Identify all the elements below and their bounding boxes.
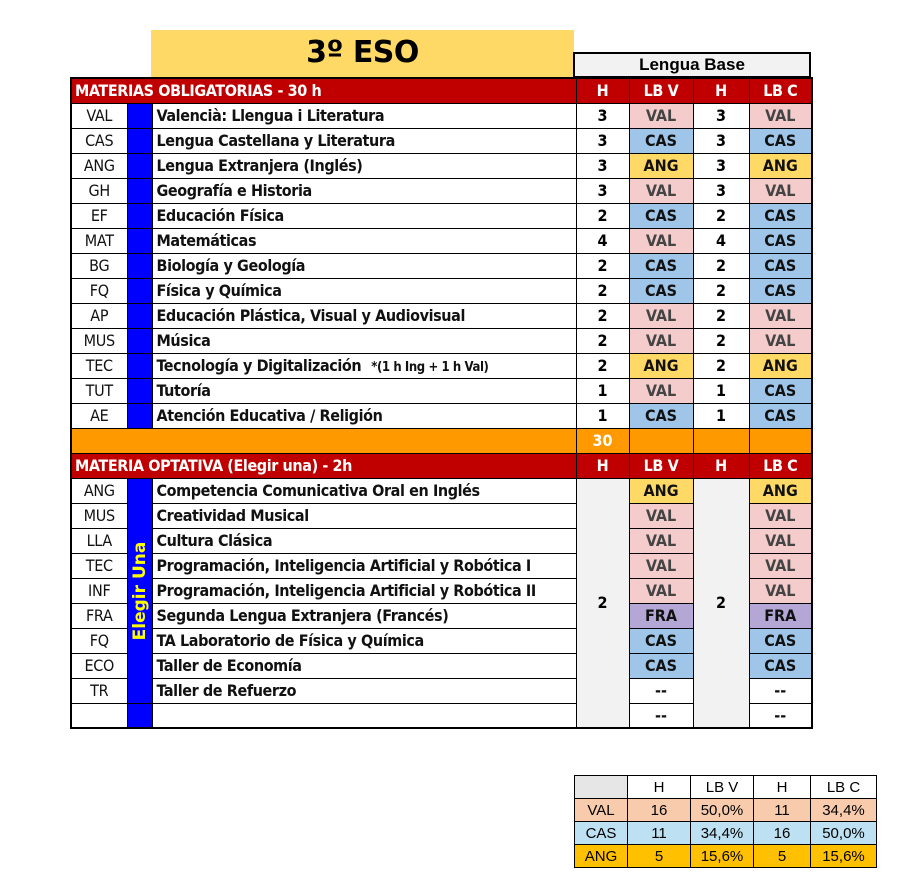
blue-marker — [127, 278, 152, 303]
lang-lb-v: -- — [629, 678, 693, 703]
summary-row — [575, 799, 877, 822]
subject-name: Taller de Refuerzo — [152, 678, 576, 703]
total-hours: 30 — [576, 428, 629, 453]
subject-name — [152, 328, 576, 353]
subject-name-text: Lengua Castellana y Literatura — [156, 131, 395, 150]
blue-marker — [127, 178, 152, 203]
lang-lb-c: CAS — [749, 203, 812, 228]
total-empty — [749, 428, 812, 453]
table-row — [71, 228, 812, 253]
subject-name-text: Tutoría — [156, 381, 211, 400]
lang-lb-c: FRA — [749, 603, 812, 628]
lang-lb-c: ANG — [749, 153, 812, 178]
lang-lb-c: VAL — [749, 578, 812, 603]
table-row — [71, 378, 812, 403]
summary-row — [575, 822, 877, 845]
elegir-una-label: Elegir Una — [129, 541, 150, 640]
hours-lb-v: 3 — [576, 103, 629, 128]
subject-code: AP — [71, 303, 127, 328]
summary-col-header: LB C — [811, 776, 877, 799]
subject-code: TUT — [71, 378, 127, 403]
subject-code — [71, 703, 127, 728]
hours-lb-v: 1 — [576, 378, 629, 403]
lang-lb-v: VAL — [629, 328, 693, 353]
lengua-base-header: Lengua Base — [573, 52, 811, 77]
table-row — [71, 153, 812, 178]
hours-lb-v: 2 — [576, 253, 629, 278]
subject-name — [152, 153, 576, 178]
blue-marker — [127, 703, 152, 728]
hours-lb-c: 2 — [693, 203, 749, 228]
hours-lb-c: 2 — [693, 303, 749, 328]
hours-lb-v: 2 — [576, 278, 629, 303]
summary-col-header: H — [628, 776, 691, 799]
summary-lang: CAS — [575, 822, 628, 845]
col-lb-c: LB C — [749, 453, 812, 478]
hours-lb-v: 2 — [576, 328, 629, 353]
hours-lb-c: 2 — [693, 253, 749, 278]
subject-name-text: Geografía e Historia — [156, 181, 312, 200]
col-lb-v: LB V — [629, 78, 693, 103]
hours-lb-c: 4 — [693, 228, 749, 253]
subject-name — [152, 253, 576, 278]
subject-name — [152, 278, 576, 303]
subject-name: Taller de Economía — [152, 653, 576, 678]
lang-lb-v: CAS — [629, 253, 693, 278]
hours-lb-c: 3 — [693, 128, 749, 153]
col-lb-v: LB V — [629, 453, 693, 478]
lang-lb-c: VAL — [749, 303, 812, 328]
subject-name-text: Tecnología y Digitalización — [156, 356, 362, 375]
col-lb-c: LB C — [749, 78, 812, 103]
lang-lb-c: CAS — [749, 128, 812, 153]
hours-lb-c: 2 — [693, 278, 749, 303]
table-row — [71, 478, 812, 503]
lang-lb-v: VAL — [629, 503, 693, 528]
lang-lb-c: ANG — [749, 478, 812, 503]
lang-lb-c: VAL — [749, 103, 812, 128]
subject-name: Competencia Comunicativa Oral en Inglés — [152, 478, 576, 503]
obligatorias-title: MATERIAS OBLIGATORIAS - 30 h — [71, 78, 576, 103]
subject-code: CAS — [71, 128, 127, 153]
subject-name-text: Valencià: Llengua i Literatura — [156, 106, 385, 125]
summary-pct-c: 50,0% — [811, 822, 877, 845]
lang-lb-v: VAL — [629, 378, 693, 403]
subject-name: Programación, Inteligencia Artificial y Robótica I — [152, 553, 576, 578]
blue-marker — [127, 303, 152, 328]
blue-marker — [127, 153, 152, 178]
hours-lb-v: 4 — [576, 228, 629, 253]
subject-name: Creatividad Musical — [152, 503, 576, 528]
table-row — [71, 203, 812, 228]
subject-name: Cultura Clásica — [152, 528, 576, 553]
col-h-c: H — [693, 78, 749, 103]
optativa-hours-lb-c: 2 — [693, 478, 749, 728]
subjects-table — [70, 77, 813, 729]
total-row — [71, 428, 812, 453]
lang-lb-v: CAS — [629, 278, 693, 303]
lang-lb-v: CAS — [629, 653, 693, 678]
hours-lb-c: 1 — [693, 378, 749, 403]
table-row — [71, 328, 812, 353]
hours-lb-c: 3 — [693, 153, 749, 178]
subject-name-text: Matemáticas — [156, 231, 257, 250]
hours-lb-c: 3 — [693, 103, 749, 128]
subject-note: *(1 h Ing + 1 h Val) — [371, 360, 489, 375]
summary-pct-c: 15,6% — [811, 845, 877, 868]
blue-marker — [127, 103, 152, 128]
subject-code: INF — [71, 578, 127, 603]
hours-lb-c: 2 — [693, 328, 749, 353]
subject-code: TEC — [71, 353, 127, 378]
optativa-hours-lb-v: 2 — [576, 478, 629, 728]
total-empty — [693, 428, 749, 453]
subject-name — [152, 228, 576, 253]
lang-lb-v: ANG — [629, 478, 693, 503]
blue-marker — [127, 203, 152, 228]
table-row — [71, 253, 812, 278]
blue-marker — [127, 378, 152, 403]
summary-lang: VAL — [575, 799, 628, 822]
summary-table — [574, 775, 877, 868]
lang-lb-v: CAS — [629, 628, 693, 653]
blue-marker — [127, 353, 152, 378]
subject-name-text: Atención Educativa / Religión — [156, 406, 383, 425]
summary-h-c: 5 — [754, 845, 811, 868]
subject-code: TEC — [71, 553, 127, 578]
lang-lb-c: VAL — [749, 503, 812, 528]
blue-marker — [127, 128, 152, 153]
summary-h-c: 16 — [754, 822, 811, 845]
subject-name-text: Educación Plástica, Visual y Audiovisual — [156, 306, 465, 325]
lang-lb-v: VAL — [629, 528, 693, 553]
summary-pct-v: 50,0% — [691, 799, 754, 822]
lang-lb-c: CAS — [749, 403, 812, 428]
table-row — [71, 353, 812, 378]
lang-lb-v: CAS — [629, 203, 693, 228]
total-empty — [629, 428, 693, 453]
subject-code: TR — [71, 678, 127, 703]
lang-lb-v: -- — [629, 703, 693, 728]
subject-code: FRA — [71, 603, 127, 628]
blue-marker — [127, 328, 152, 353]
blue-marker — [127, 403, 152, 428]
lang-lb-v: VAL — [629, 303, 693, 328]
lang-lb-c: CAS — [749, 378, 812, 403]
summary-row — [575, 845, 877, 868]
lang-lb-v: VAL — [629, 553, 693, 578]
summary-header-row — [575, 776, 877, 799]
hours-lb-c: 2 — [693, 353, 749, 378]
summary-col-header: LB V — [691, 776, 754, 799]
summary-h-v: 16 — [628, 799, 691, 822]
subject-code: MUS — [71, 328, 127, 353]
subject-code: MUS — [71, 503, 127, 528]
subject-code: ANG — [71, 478, 127, 503]
lang-lb-c: CAS — [749, 253, 812, 278]
lang-lb-c: VAL — [749, 328, 812, 353]
table-row — [71, 103, 812, 128]
subject-name — [152, 128, 576, 153]
lang-lb-v: VAL — [629, 228, 693, 253]
subject-code: MAT — [71, 228, 127, 253]
lang-lb-c: -- — [749, 678, 812, 703]
lang-lb-c: CAS — [749, 653, 812, 678]
subject-code: VAL — [71, 103, 127, 128]
hours-lb-v: 3 — [576, 178, 629, 203]
summary-corner — [575, 776, 628, 799]
hours-lb-v: 3 — [576, 153, 629, 178]
subject-name — [152, 403, 576, 428]
subject-name: Programación, Inteligencia Artificial y Robótica II — [152, 578, 576, 603]
summary-h-c: 11 — [754, 799, 811, 822]
hours-lb-c: 3 — [693, 178, 749, 203]
hours-lb-v: 2 — [576, 203, 629, 228]
hours-lb-v: 3 — [576, 128, 629, 153]
lang-lb-c: VAL — [749, 178, 812, 203]
lang-lb-v: ANG — [629, 353, 693, 378]
subject-name-text: Física y Química — [156, 281, 282, 300]
lang-lb-v: VAL — [629, 178, 693, 203]
hours-lb-c: 1 — [693, 403, 749, 428]
lang-lb-c: VAL — [749, 553, 812, 578]
subject-code: EF — [71, 203, 127, 228]
summary-pct-v: 34,4% — [691, 822, 754, 845]
optativas-header-row — [71, 453, 812, 478]
table-row — [71, 178, 812, 203]
summary-pct-c: 34,4% — [811, 799, 877, 822]
total-spacer — [71, 428, 576, 453]
summary-h-v: 5 — [628, 845, 691, 868]
subject-name — [152, 303, 576, 328]
lang-lb-v: CAS — [629, 128, 693, 153]
table-row — [71, 128, 812, 153]
subject-code: ANG — [71, 153, 127, 178]
lang-lb-c: ANG — [749, 353, 812, 378]
hours-lb-v: 2 — [576, 303, 629, 328]
subject-name — [152, 178, 576, 203]
subject-name — [152, 378, 576, 403]
subject-code: AE — [71, 403, 127, 428]
subject-code: BG — [71, 253, 127, 278]
subject-code: ECO — [71, 653, 127, 678]
table-row — [71, 303, 812, 328]
lang-lb-v: VAL — [629, 103, 693, 128]
lang-lb-c: CAS — [749, 228, 812, 253]
subject-code: LLA — [71, 528, 127, 553]
subject-name: Segunda Lengua Extranjera (Francés) — [152, 603, 576, 628]
subject-name — [152, 103, 576, 128]
lang-lb-c: CAS — [749, 278, 812, 303]
subject-name-text: Lengua Extranjera (Inglés) — [156, 156, 363, 175]
table-row — [71, 278, 812, 303]
table-row — [71, 403, 812, 428]
subject-code: FQ — [71, 278, 127, 303]
lang-lb-v: ANG — [629, 153, 693, 178]
obligatorias-header-row — [71, 78, 812, 103]
col-h-v: H — [576, 453, 629, 478]
lang-lb-c: VAL — [749, 528, 812, 553]
optativas-title: MATERIA OPTATIVA (Elegir una) - 2h — [71, 453, 576, 478]
col-h-v: H — [576, 78, 629, 103]
elegir-una-marker — [127, 478, 152, 703]
lang-lb-c: -- — [749, 703, 812, 728]
hours-lb-v: 1 — [576, 403, 629, 428]
summary-h-v: 11 — [628, 822, 691, 845]
subject-name-text: Educación Física — [156, 206, 284, 225]
hours-lb-v: 2 — [576, 353, 629, 378]
summary-lang: ANG — [575, 845, 628, 868]
subject-code: FQ — [71, 628, 127, 653]
subject-name-text: Biología y Geología — [156, 256, 306, 275]
subject-name — [152, 353, 576, 378]
subject-name: TA Laboratorio de Física y Química — [152, 628, 576, 653]
blue-marker — [127, 228, 152, 253]
subject-name — [152, 703, 576, 728]
subject-name-text: Música — [156, 331, 211, 350]
lang-lb-v: VAL — [629, 578, 693, 603]
col-h-c: H — [693, 453, 749, 478]
lang-lb-c: CAS — [749, 628, 812, 653]
summary-pct-v: 15,6% — [691, 845, 754, 868]
page-title: 3º ESO — [151, 30, 574, 78]
summary-col-header: H — [754, 776, 811, 799]
subject-code: GH — [71, 178, 127, 203]
lang-lb-v: CAS — [629, 403, 693, 428]
blue-marker — [127, 253, 152, 278]
lang-lb-v: FRA — [629, 603, 693, 628]
subject-name — [152, 203, 576, 228]
